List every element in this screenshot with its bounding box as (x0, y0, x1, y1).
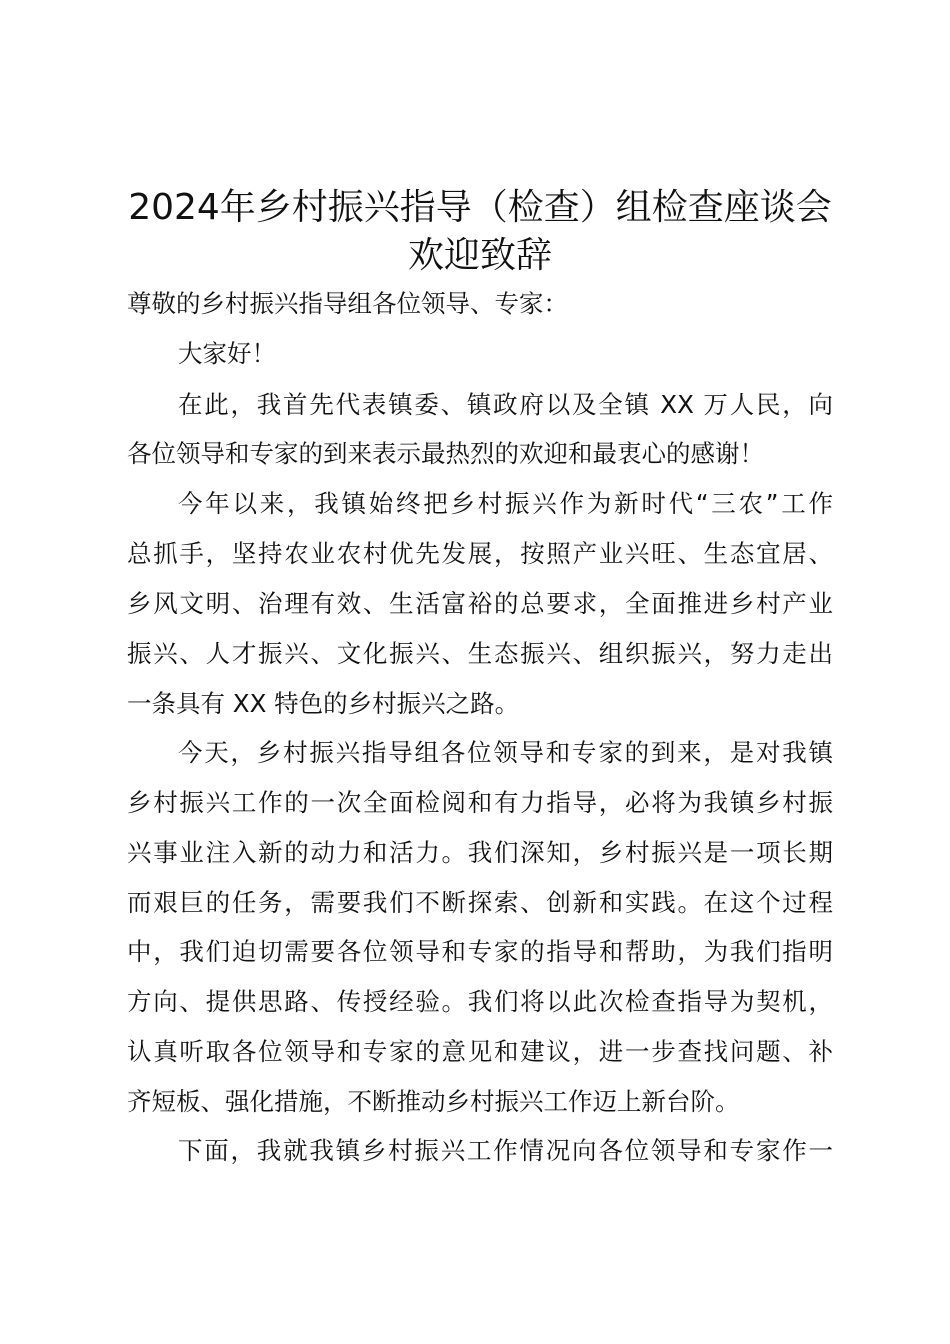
salutation: 尊敬的乡村振兴指导组各位领导、专家： (127, 289, 568, 318)
body-line: 乡风文明、治理有效、生活富裕的总要求，全面推进乡村产业 (127, 589, 833, 618)
body-line: 今年以来，我镇始终把乡村振兴作为新时代“三农”工作 (178, 489, 833, 518)
body-line: 兴事业注入新的动力和活力。我们深知，乡村振兴是一项长期 (127, 838, 833, 867)
body-line: 中，我们迫切需要各位领导和专家的指导和帮助，为我们指明 (127, 937, 833, 966)
body-line: 振兴、人才振兴、文化振兴、生态振兴、组织振兴，努力走出 (127, 639, 833, 668)
body-line: 今天，乡村振兴指导组各位领导和专家的到来，是对我镇 (178, 738, 833, 767)
document-title-line-1: 2024年乡村振兴指导（检查）组检查座谈会 (128, 187, 832, 228)
document-title-line-2: 欢迎致辞 (407, 235, 552, 276)
greeting: 大家好！ (178, 339, 276, 368)
body-line: 在此，我首先代表镇委、镇政府以及全镇 XX 万人民，向 (178, 390, 833, 419)
body-line: 乡村振兴工作的一次全面检阅和有力指导，必将为我镇乡村振 (127, 788, 833, 817)
body-line: 认真听取各位领导和专家的意见和建议，进一步查找问题、补 (127, 1037, 833, 1066)
body-line: 下面，我就我镇乡村振兴工作情况向各位领导和专家作一 (178, 1136, 833, 1165)
body-line: 方向、提供思路、传授经验。我们将以此次检查指导为契机， (127, 987, 833, 1016)
body-line: 一条具有 XX 特色的乡村振兴之路。 (127, 689, 520, 718)
body-line: 各位领导和专家的到来表示最热烈的欢迎和最衷心的感谢！ (127, 439, 764, 468)
body-line: 而艰巨的任务，需要我们不断探索、创新和实践。在这个过程 (127, 888, 833, 917)
body-line: 齐短板、强化措施，不断推动乡村振兴工作迈上新台阶。 (127, 1087, 740, 1116)
body-line: 总抓手，坚持农业农村优先发展，按照产业兴旺、生态宜居、 (127, 539, 833, 568)
